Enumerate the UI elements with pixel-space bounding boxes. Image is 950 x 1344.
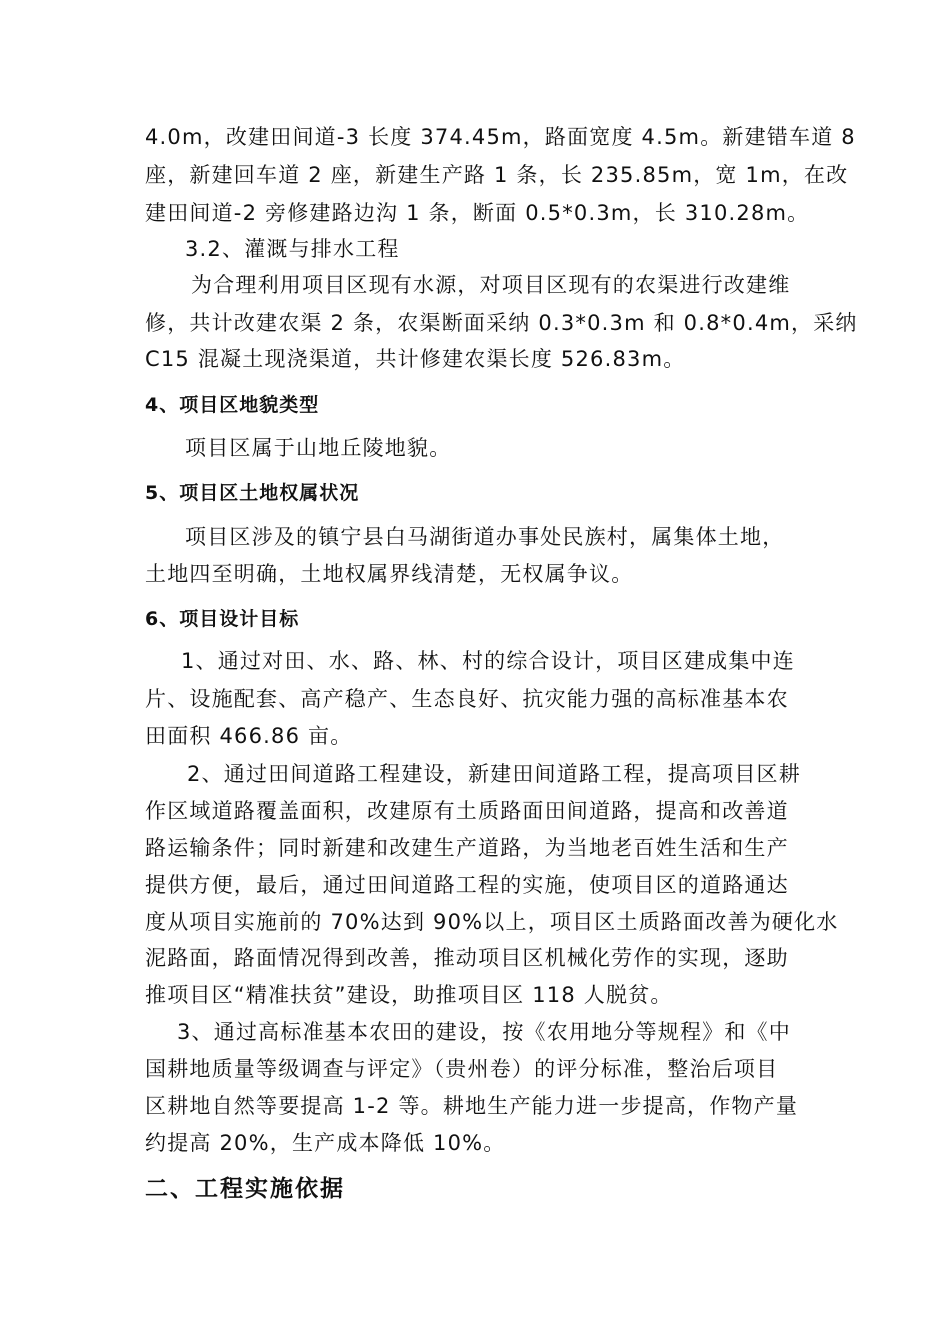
paragraph-line: C15 混凝土现浇渠道，共计修建农渠长度 526.83m。 bbox=[145, 347, 686, 371]
paragraph-line: 2、通过田间道路工程建设，新建田间道路工程，提高项目区耕 bbox=[187, 762, 801, 786]
paragraph-line: 路运输条件；同时新建和改建生产道路，为当地老百姓生活和生产 bbox=[145, 836, 789, 860]
paragraph-line: 区耕地自然等要提高 1-2 等。耕地生产能力进一步提高，作物产量 bbox=[145, 1094, 799, 1118]
section-heading: 二、工程实施依据 bbox=[145, 1176, 345, 1202]
paragraph-line: 项目区属于山地丘陵地貌。 bbox=[185, 436, 452, 460]
paragraph-line: 约提高 20%，生产成本降低 10%。 bbox=[145, 1131, 506, 1155]
paragraph-line: 座，新建回车道 2 座，新建生产路 1 条，长 235.85m，宽 1m，在改 bbox=[145, 163, 849, 187]
paragraph-line: 推项目区“精准扶贫”建设，助推项目区 118 人脱贫。 bbox=[145, 983, 673, 1007]
heading-land-ownership: 5、项目区土地权属状况 bbox=[145, 482, 360, 504]
paragraph-line: 作区域道路覆盖面积，改建原有土质路面田间道路，提高和改善道 bbox=[145, 799, 789, 823]
paragraph-line: 田面积 466.86 亩。 bbox=[145, 724, 353, 748]
heading-design-goals: 6、项目设计目标 bbox=[145, 608, 300, 630]
paragraph-line: 为合理利用项目区现有水源，对项目区现有的农渠进行改建维 bbox=[191, 273, 791, 297]
heading-terrain-type: 4、项目区地貌类型 bbox=[145, 394, 320, 416]
paragraph-line: 1、通过对田、水、路、林、村的综合设计，项目区建成集中连 bbox=[181, 649, 795, 673]
paragraph-line: 建田间道-2 旁修建路边沟 1 条，断面 0.5*0.3m，长 310.28m。 bbox=[145, 201, 810, 225]
paragraph-line: 土地四至明确，土地权属界线清楚，无权属争议。 bbox=[145, 562, 634, 586]
paragraph-line: 修，共计改建农渠 2 条，农渠断面采纳 0.3*0.3m 和 0.8*0.4m，采纳 bbox=[145, 311, 858, 335]
paragraph-line: 4.0m，改建田间道-3 长度 374.45m，路面宽度 4.5m。新建错车道 8 bbox=[145, 125, 856, 149]
paragraph-line: 国耕地质量等级调查与评定》（贵州卷）的评分标准，整治后项目 bbox=[145, 1057, 779, 1081]
paragraph-line: 提供方便，最后，通过田间道路工程的实施，使项目区的道路通达 bbox=[145, 873, 789, 897]
paragraph-line: 项目区涉及的镇宁县白马湖街道办事处民族村，属集体土地， bbox=[185, 525, 785, 549]
paragraph-line: 度从项目实施前的 70%达到 90%以上，项目区土质路面改善为硬化水 bbox=[145, 910, 839, 934]
subsection-heading: 3.2、灌溉与排水工程 bbox=[185, 237, 400, 261]
paragraph-line: 泥路面，路面情况得到改善，推动项目区机械化劳作的实现，逐助 bbox=[145, 946, 789, 970]
paragraph-line: 片、设施配套、高产稳产、生态良好、抗灾能力强的高标准基本农 bbox=[145, 687, 789, 711]
paragraph-line: 3、通过高标准基本农田的建设，按《农用地分等规程》和《中 bbox=[177, 1020, 791, 1044]
